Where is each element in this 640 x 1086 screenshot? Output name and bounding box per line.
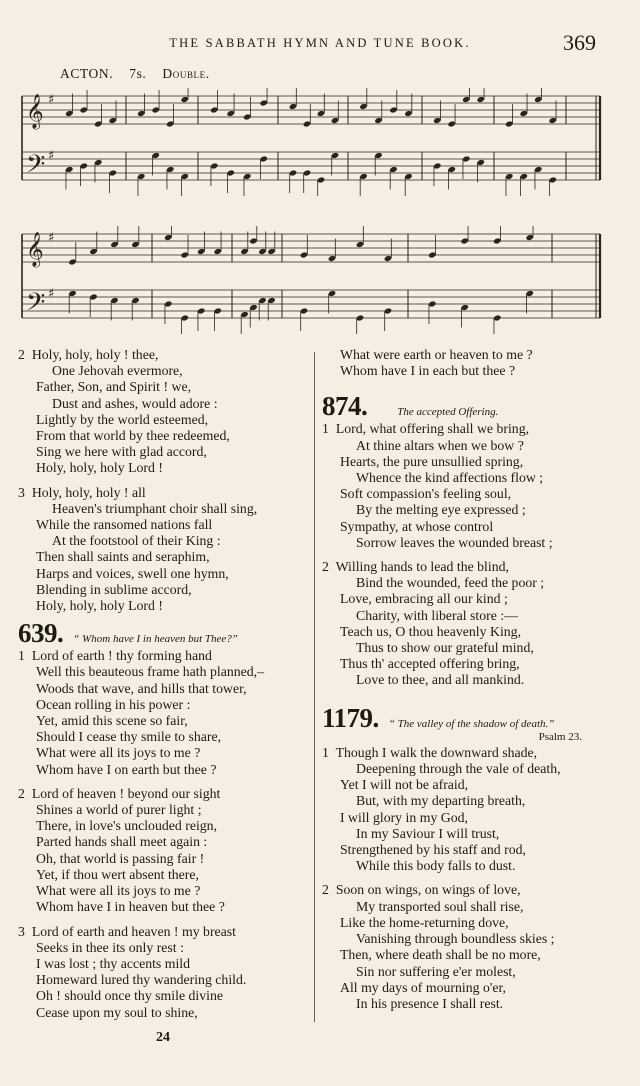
- verse: 3 Lord of earth and heaven ! my breast Seeks in thee its only rest : I was lost ; thy accents mild Homeward lured thy wandering child. Oh ! should once thy smile divine Cease upon my soul to shine,: [18, 923, 247, 1020]
- note-icon: [152, 90, 160, 114]
- verse: 2 Willing hands to lead the blind, Bind the wounded, feed the poor ; Love, embracing all our kind ; Charity, with liberal store :— Teach us, O thou heavenly King, Thus to show our grateful mind, Thus th' accepted offering bring, Love to thee, and all mankind.: [322, 559, 545, 688]
- note-icon: [240, 311, 248, 334]
- note-icon: [526, 226, 534, 241]
- note-icon: [317, 94, 325, 118]
- note-icon: [520, 94, 528, 118]
- note-icon: [404, 94, 412, 118]
- note-icon: [389, 90, 397, 114]
- key-signature-icon: ♯: [48, 230, 55, 246]
- hymn-title: The accepted Offering.: [397, 406, 499, 419]
- hymn-title: “ Whom have I in heaven but Thee?”: [73, 633, 238, 646]
- clef-icon: 𝄞: [26, 94, 44, 130]
- key-signature-icon: ♯: [48, 286, 55, 302]
- key-signature-icon: ♯: [48, 148, 55, 164]
- note-icon: [164, 300, 172, 324]
- hymn-number: 639.: [18, 618, 64, 649]
- note-icon: [166, 166, 174, 190]
- verse: 1 Though I walk the downward shade, Deepening through the vale of death, Yet I will not be afraid, But, with my departing breath, I will glory in my God, In my Saviour I will trust, Strengthened by his staff and rod, While this body falls to dust.: [322, 744, 561, 874]
- note-icon: [374, 152, 382, 176]
- note-icon: [433, 101, 441, 125]
- tune-meter: 7s.: [129, 66, 147, 81]
- clef-icon: 𝄢: [26, 288, 46, 324]
- note-icon: [249, 226, 257, 245]
- note-icon: [303, 169, 311, 193]
- note-icon: [289, 88, 297, 110]
- note-icon: [197, 232, 205, 256]
- right-column: What were earth or heaven to me ? Whom have I in each but thee ? 874. The accepted Offering. 1 Lord, what offering shall we bring, At thine altars when we bow ? Hearts, the pure unsullied spring, Whence the kind affections flow ; Soft compassion's feeling soul, By the melting eye expressed ; Sympathy, at whose control Sorrow leaves the wounded breast ; 2 Willing hands to lead the blind, Bind the wounded, feed the poor ; Love, embracing all our kind ; Charity, with liberal store :— Teach us, O thou heavenly King, Thus to show our grateful mind, Thus th' accepted offering bring, Love to thee, and all mankind. 1179. “ The valley of the shadow of death.” Psalm 23. 1 Though I walk the downward shade, Deepening through the vale of death, Yet I will not be afraid, But, with my departing breath, I will glory in my God, In my Saviour I will trust, Strengthened by his staff and rod, While this body falls to dust. 2 Soon on wings, on wings of love, My transported soul shall rise, Like the home-returning dove, Vanishing through boundless skies ; Then, where death shall be no more, Sin nor suffering e'er molest, All my days of mourning o'er, In his presence I shall rest.: [322, 347, 622, 1012]
- note-icon: [384, 307, 392, 331]
- note-icon: [433, 162, 441, 186]
- note-icon: [94, 104, 102, 128]
- note-icon: [68, 290, 76, 314]
- note-icon: [181, 235, 189, 259]
- note-icon: [374, 101, 382, 125]
- note-icon: [331, 101, 339, 125]
- note-icon: [549, 176, 557, 196]
- note-icon: [448, 166, 456, 190]
- verse: 3 Holy, holy, holy ! all Heaven's triumphant choir shall sing, While the ransomed nations fall At the footstool of their King : Then shall saints and seraphim, Harps and voices, swell one hymn, Blending in sublime accord, Holy, holy, holy Lord !: [18, 484, 258, 614]
- note-icon: [164, 226, 172, 241]
- note-icon: [328, 239, 336, 263]
- left-column: [18, 347, 308, 1021]
- note-icon: [109, 169, 117, 193]
- note-icon: [384, 239, 392, 263]
- note-icon: [505, 104, 513, 128]
- note-icon: [428, 235, 436, 259]
- note-icon: [227, 169, 235, 193]
- running-title: THE SABBATH HYMN AND TUNE BOOK.: [169, 36, 471, 50]
- note-icon: [131, 226, 139, 248]
- note-icon: [300, 307, 308, 331]
- verse: 2 Holy, holy, holy ! thee, One Jehovah evermore, Father, Son, and Spirit ! we, Dust and ashes, would adore : Lightly by the world esteemed, From that world by thee redeemed, Sing we here with glad accord, Holy, holy, holy Lord !: [18, 347, 230, 476]
- note-icon: [331, 152, 339, 176]
- note-icon: [210, 90, 218, 114]
- note-icon: [461, 226, 469, 245]
- tune-kind: Double.: [162, 66, 210, 81]
- note-icon: [356, 314, 364, 334]
- hymn-title: “ The valley of the shadow of death.”: [388, 717, 555, 730]
- note-icon: [181, 173, 189, 196]
- note-icon: [94, 159, 102, 183]
- page-number: 369: [563, 30, 596, 55]
- note-icon: [359, 88, 367, 110]
- note-icon: [110, 226, 118, 248]
- verse: 1 Lord, what offering shall we bring, At thine altars when we bow ? Hearts, the pure unsullied spring, Whence the kind affections flow ; Soft compassion's feeling soul, By the melting eye expressed ; Sympathy, at whose control Sorrow leaves the wounded breast ;: [322, 421, 553, 550]
- note-icon: [109, 101, 117, 125]
- note-icon: [462, 88, 470, 103]
- note-icon: [181, 314, 189, 334]
- note-icon: [258, 297, 266, 321]
- note-icon: [260, 88, 268, 107]
- note-icon: [243, 97, 251, 121]
- clef-icon: 𝄞: [26, 232, 44, 268]
- verse: 1 Lord of earth ! thy forming hand Well this beauteous frame hath planned,– Woods that wave, and hills that tower, Ocean rolling in his power : Yet, amid this scene so fair, Should I cease thy smile to share, What were all its joys to me ? Whom have I on earth but thee ?: [18, 648, 264, 777]
- tune-heading: [60, 66, 210, 82]
- note-icon: [534, 88, 542, 103]
- key-signature-icon: ♯: [48, 92, 55, 108]
- note-icon: [152, 152, 160, 176]
- hymn-number: 874.: [322, 391, 368, 422]
- note-icon: [289, 169, 297, 193]
- column-divider: [314, 352, 315, 1022]
- note-icon: [493, 314, 501, 334]
- note-icon: [214, 307, 222, 331]
- note-icon: [68, 242, 76, 266]
- note-icon: [267, 297, 275, 321]
- hymn-heading: [322, 391, 622, 421]
- note-icon: [227, 94, 235, 118]
- note-icon: [249, 304, 257, 328]
- scripture-reference: Psalm 23.: [538, 730, 582, 743]
- note-icon: [80, 162, 88, 186]
- note-icon: [526, 290, 534, 314]
- note-icon: [267, 232, 275, 256]
- note-icon: [243, 173, 251, 196]
- note-icon: [534, 166, 542, 190]
- note-icon: [404, 173, 412, 196]
- hymn-heading: [18, 618, 308, 648]
- note-icon: [181, 88, 189, 103]
- note-icon: [461, 304, 469, 328]
- tune-name: ACTON.: [60, 66, 114, 81]
- note-icon: [65, 166, 73, 190]
- note-icon: [65, 94, 73, 118]
- note-icon: [131, 297, 139, 321]
- note-icon: [197, 307, 205, 331]
- note-icon: [303, 104, 311, 128]
- note-icon: [80, 90, 88, 114]
- note-icon: [240, 232, 248, 256]
- note-icon: [214, 232, 222, 256]
- note-icon: [389, 166, 397, 190]
- note-icon: [359, 173, 367, 196]
- note-icon: [89, 232, 97, 256]
- note-icon: [493, 226, 501, 245]
- note-icon: [462, 155, 470, 179]
- note-icon: [448, 104, 456, 128]
- note-icon: [110, 297, 118, 321]
- note-icon: [210, 162, 218, 186]
- note-icon: [356, 226, 364, 248]
- note-icon: [328, 290, 336, 314]
- note-icon: [549, 101, 557, 125]
- note-icon: [505, 173, 513, 196]
- note-icon: [260, 155, 268, 179]
- note-icon: [166, 104, 174, 128]
- verse: 2 Soon on wings, on wings of love, My transported soul shall rise, Like the home-returning dove, Vanishing through boundless skies ; Then, where death shall be no more, Sin nor suffering e'er molest, All my days of mourning o'er, In his presence I shall rest.: [322, 882, 555, 1011]
- clef-icon: 𝄢: [26, 150, 46, 186]
- note-icon: [428, 300, 436, 324]
- note-icon: [317, 176, 325, 196]
- music-score-system-2: [18, 226, 604, 334]
- printer-signature: 24: [156, 1030, 170, 1045]
- note-icon: [520, 173, 528, 196]
- note-icon: [477, 88, 485, 103]
- note-icon: [258, 232, 266, 256]
- hymn-number: 1179.: [322, 702, 379, 733]
- note-icon: [477, 159, 485, 183]
- note-icon: [137, 94, 145, 118]
- verse: 2 Lord of heaven ! beyond our sight Shines a world of purer light ; There, in love's unclouded reign, Parted hands shall meet again : Oh, that world is passing fair ! Yet, if thou wert absent there, What were all its joys to me ? Whom have I in heaven but thee ?: [18, 785, 225, 915]
- music-score-system-1: [18, 88, 604, 196]
- note-icon: [137, 173, 145, 196]
- note-icon: [300, 235, 308, 259]
- note-icon: [89, 293, 97, 317]
